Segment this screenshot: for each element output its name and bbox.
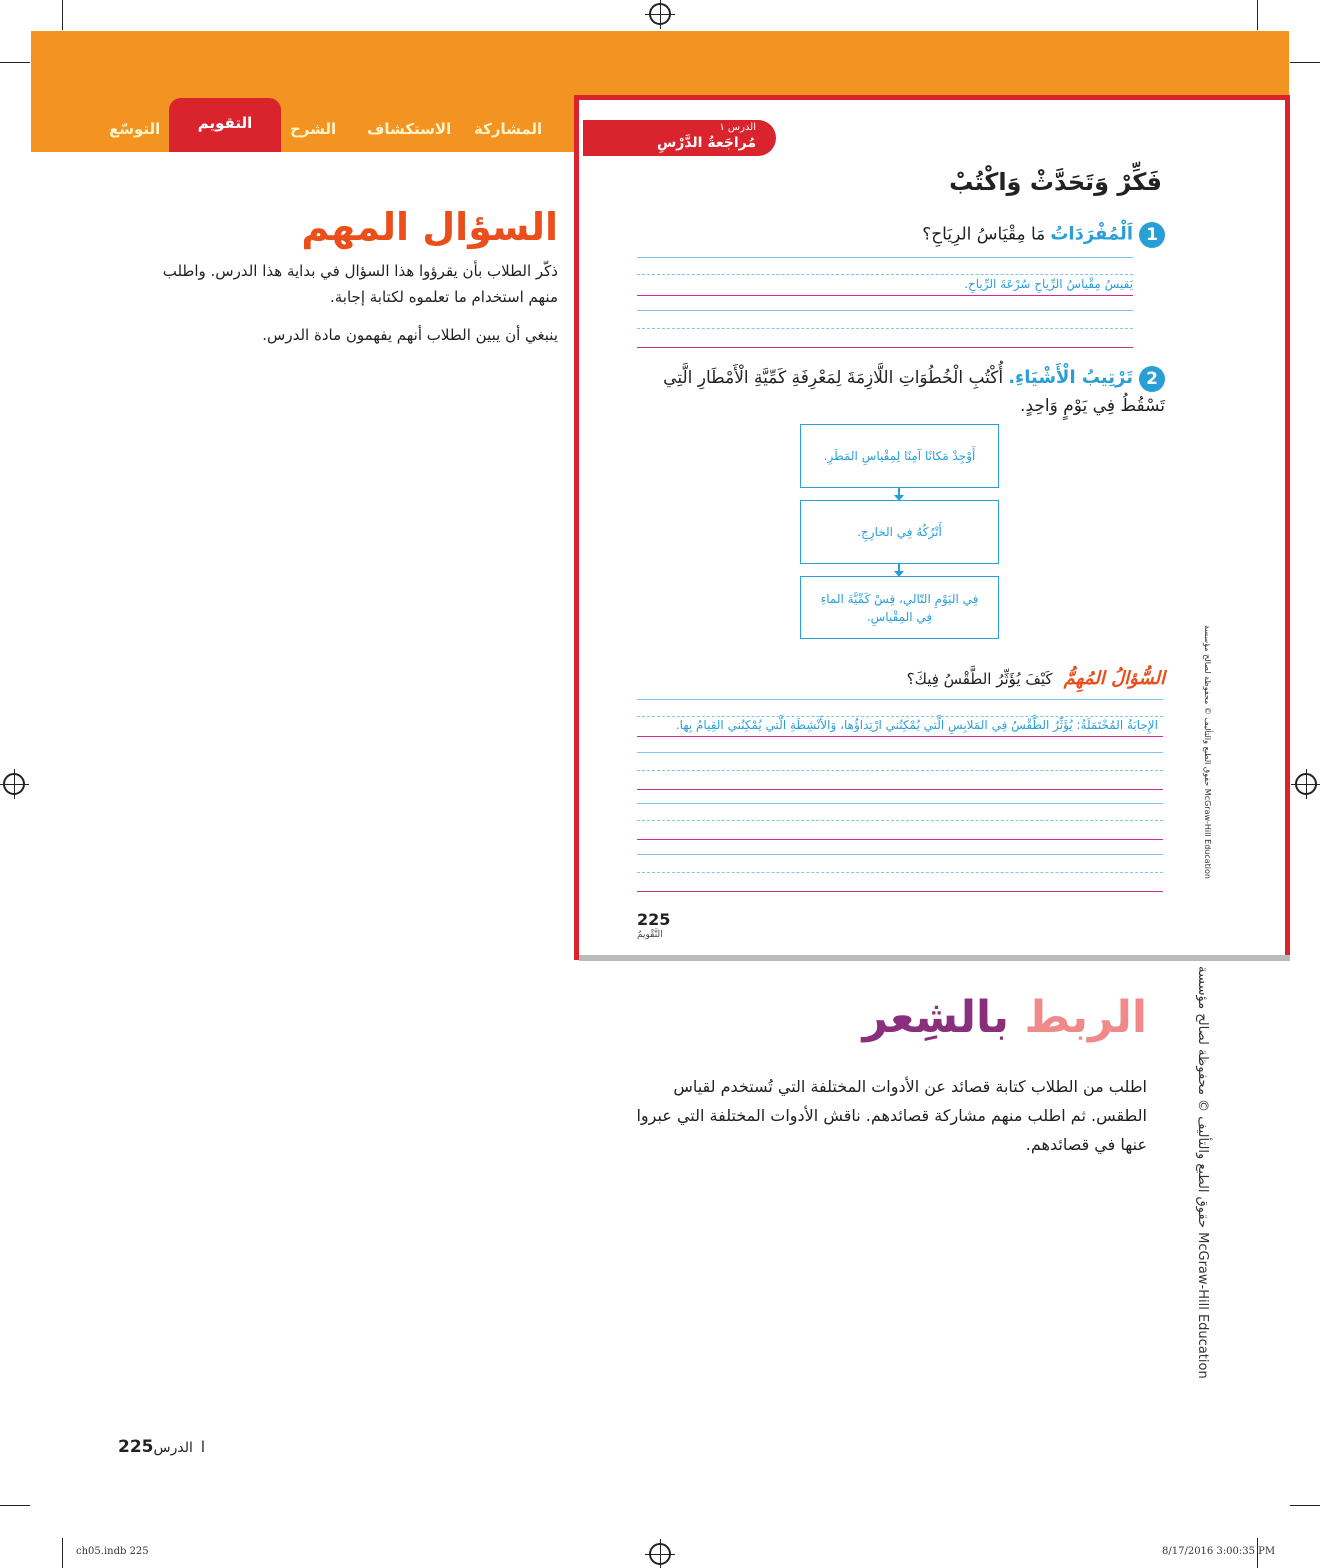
- question-text: كَيْفَ يُؤَثِّرُ الطَّقْسُ فِيكَ؟: [906, 670, 1053, 688]
- answer-line: [637, 736, 1163, 737]
- answer-line: [637, 789, 1163, 790]
- essential-question-paragraph: ذكّر الطلاب بأن يقرؤوا هذا السؤال في بداية هذا الدرس. واطلب منهم استخدام ما تعلموه لكتابة إجابة.: [162, 262, 558, 306]
- tab-strip: [31, 96, 579, 152]
- registration-target-icon: [649, 3, 671, 25]
- registration-target-icon: [1295, 773, 1317, 795]
- answer-text: يَقيسُ مِقْياسُ الرِّياحِ سُرْعَةَ الرِّياحِ.: [964, 277, 1133, 291]
- answer-line: [637, 310, 1133, 311]
- question-text: أُكْتُبِ الْخُطُوَاتِ اللَّازِمَةَ لِمَعْرِفَةِ كَمِّيَّةِ الْأَمْطَارِ الَّتِي تَسْقُطُ فِي يَوْمٍ وَاحِدٍ.: [663, 368, 1165, 416]
- section-heading: فَكِّرْ وَتَحَدَّثْ وَاكْتُبْ: [949, 168, 1162, 196]
- answer-line: [637, 854, 1163, 855]
- answer-line: [637, 328, 1133, 329]
- tab-evaluate[interactable]: التقويم: [169, 98, 281, 152]
- flowchart-step: أَوْجِدْ مَكانًا آمِنًا لِمِقْياسِ المَطَرِ.: [800, 424, 999, 488]
- flowchart-arrow-icon: [898, 564, 900, 574]
- crop-mark: [0, 1505, 30, 1506]
- answer-line: [637, 347, 1133, 348]
- answer-line: [637, 752, 1163, 753]
- answer-line: [637, 820, 1163, 821]
- copyright-credit: حقوق الطبع والتأليف © محفوظة لصالح مؤسسة McGraw-Hill Education: [1203, 625, 1212, 879]
- tab-extend[interactable]: التوسّع: [109, 120, 161, 138]
- essential-question-prompt: [907, 668, 1165, 689]
- answer-line: [637, 803, 1163, 804]
- answer-line: [637, 257, 1133, 258]
- question-number-badge: 2: [1139, 366, 1165, 392]
- question-1: [922, 222, 1165, 248]
- answer-line: [637, 274, 1133, 275]
- lesson-review-badge: [583, 120, 776, 156]
- header-band: [31, 31, 1289, 96]
- answer-text: الإِجابَةُ المُحْتَمَلَةُ: يُؤَثِّرُ الطَّقْسُ فِي المَلابِسِ الَّتي يُمْكِنُني ارْتِداؤُها، وَالأَنْشِطَةِ الَّتي يُمْكِنُني القِيامُ بِها.: [675, 718, 1158, 732]
- answer-line: [637, 872, 1163, 873]
- poetry-connection-text: اطلب من الطلاب كتابة قصائد عن الأدوات المختلفة التي تُستخدم لقياس الطقس. ثم اطلب منهم مشاركة قصائدهم. ناقش الأدوات المختلفة التي عبروا عنها في قصائدهم.: [636, 1077, 1147, 1154]
- crop-mark: [62, 0, 63, 30]
- tab-explore[interactable]: الاستكشاف: [367, 120, 452, 138]
- answer-line: [637, 295, 1133, 296]
- question-keyword: اَلْمُفْرَدَاتُ: [1050, 223, 1133, 245]
- question-2: [645, 364, 1165, 420]
- tab-engage[interactable]: المشاركة: [474, 120, 543, 138]
- slug-date: 8/17/2016 3:00:35 PM: [1162, 1546, 1276, 1557]
- poetry-title-part: بالشِعر: [862, 992, 1010, 1043]
- essential-question-note: ينبغي أن يبين الطلاب أنهم يفهمون مادة الدرس.: [262, 326, 558, 344]
- crop-mark: [1290, 1505, 1320, 1506]
- question-keyword: تَرْتِيبُ الْأَشْيَاءِ.: [1008, 367, 1133, 388]
- inner-page-label: التَّقْويمُ: [637, 930, 663, 940]
- answer-line: [637, 839, 1163, 840]
- footer-separator: ا: [200, 1438, 206, 1456]
- slug-file: ch05.indb 225: [76, 1546, 149, 1557]
- answer-line: [637, 891, 1163, 892]
- lesson-number: الدرس ١: [719, 122, 756, 133]
- answer-line: [637, 699, 1163, 700]
- copyright-credit: حقوق الطبع والتأليف © محفوظة لصالح مؤسسة McGraw-Hill Education: [1195, 966, 1210, 1379]
- answer-line: [637, 716, 1163, 717]
- lesson-review-label: مُراجَعةُ الدَّرْسِ: [656, 135, 756, 151]
- tab-explain[interactable]: الشرح: [290, 120, 337, 138]
- poetry-connection-title: [863, 992, 1148, 1043]
- registration-target-icon: [3, 773, 25, 795]
- registration-target-icon: [649, 1543, 671, 1565]
- flowchart-arrow-icon: [898, 488, 900, 498]
- footer-page-info: [118, 1437, 213, 1457]
- crop-mark: [1257, 0, 1258, 30]
- crop-mark: [1290, 62, 1320, 63]
- answer-line: [637, 770, 1163, 771]
- footer-page-number: 225: [118, 1437, 154, 1457]
- panel-shadow: [579, 955, 1290, 961]
- inner-page-number: 225: [637, 910, 671, 929]
- flowchart-step: فِي اليَوْمِ التّالي، قِسْ كَمِّيَّةَ الماءِ فِي المِقْياسِ.: [800, 576, 999, 639]
- flowchart-step: أَتْرُكُهُ فِي الخارِجِ.: [800, 500, 999, 564]
- crop-mark: [0, 62, 30, 63]
- footer-lesson-label: الدرس: [153, 1440, 193, 1456]
- essential-question-label: السُّؤالُ المُهِمُّ: [1063, 668, 1165, 689]
- crop-mark: [62, 1538, 63, 1568]
- poetry-title-part: الربط: [1024, 992, 1147, 1043]
- question-text: مَا مِقْيَاسُ الرِيَاحِ؟: [922, 224, 1046, 245]
- question-number-badge: 1: [1139, 222, 1165, 248]
- essential-question-title: السؤال المهم: [301, 205, 558, 249]
